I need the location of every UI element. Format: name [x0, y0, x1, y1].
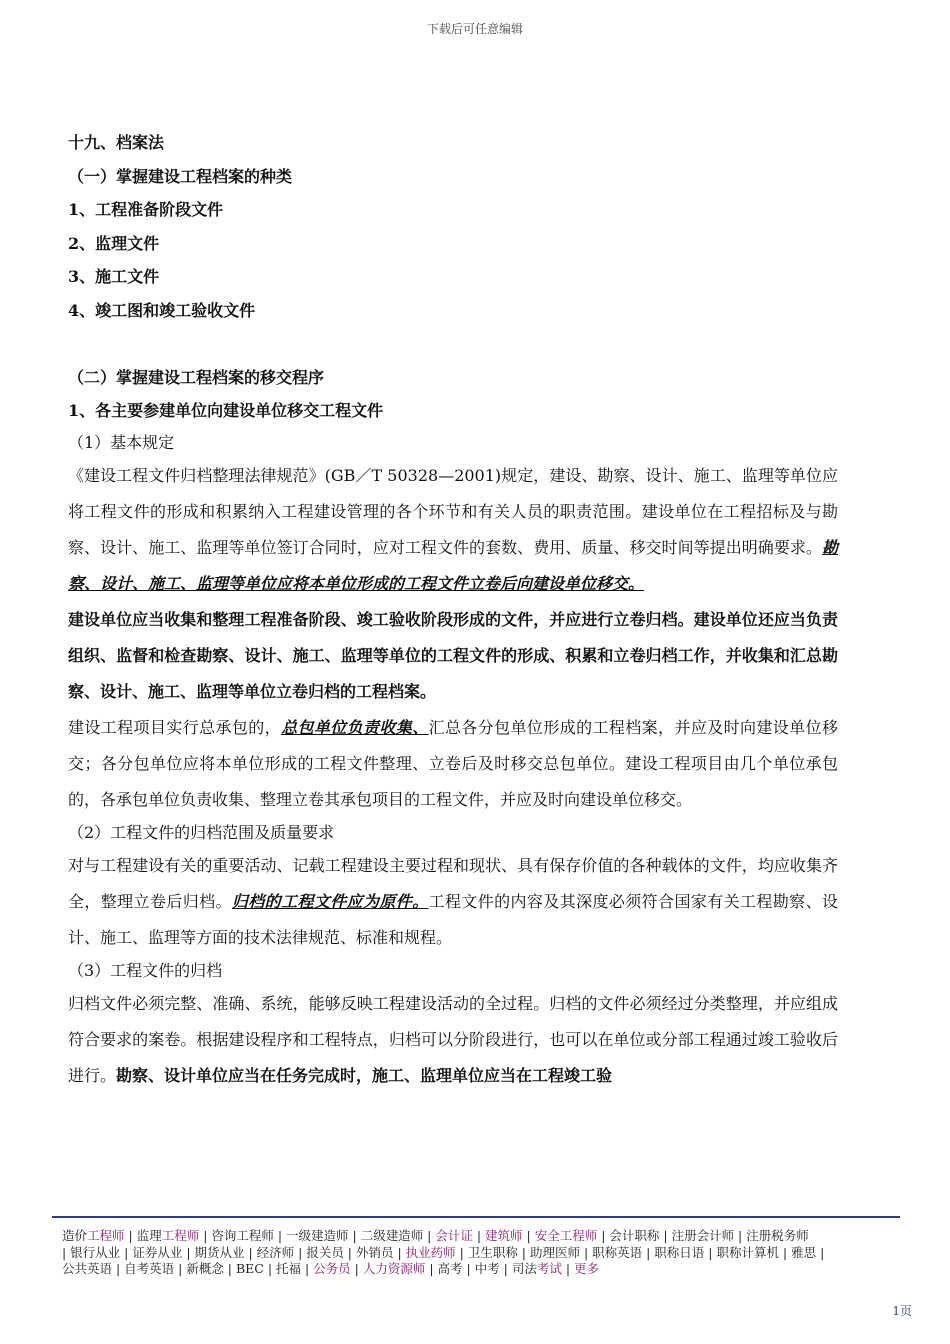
footer-links-line — [62, 1228, 892, 1245]
bold-text: 勘察、设计单位应当在任务完成时，施工、监理单位应当在工程竣工验 — [116, 1065, 613, 1085]
footer-divider — [52, 1216, 900, 1218]
footer-link[interactable]: 更多 — [574, 1261, 600, 1276]
footer-text: | 监理 — [124, 1228, 162, 1243]
footer-text: | 卫生职称 | 助理医师 | 职称英语 | 职称日语 | 职称计算机 | 雅思 | — [455, 1244, 825, 1260]
footer-text: | — [472, 1228, 486, 1243]
subsection-heading: 1、各主要参建单位向建设单位移交工程文件 — [68, 401, 384, 420]
footer-text: | 高考 | 中考 | 司法 — [425, 1261, 537, 1276]
subsection-label: （1）基本规定 — [68, 432, 175, 452]
footer-link[interactable]: 公务员 — [313, 1261, 351, 1276]
document-body — [68, 126, 838, 1094]
footer-text: | 银行从业 | 证券从业 | 期货从业 | 经济师 | 报关员 | 外销员 | — [62, 1244, 406, 1260]
page-number: 1页 — [892, 1304, 912, 1318]
footer-text: | 咨询工程师 | 一级建造师 | 二级建造师 | — [199, 1228, 436, 1243]
footer-links-line — [62, 1261, 892, 1278]
paragraph-owner-duties: 建设单位应当收集和整理工程准备阶段、竣工验收阶段形成的文件，并应进行立卷归档。建设单位还应当负责组织、监督和检查勘察、设计、施工、监理等单位的工程文件的形成、积累和立卷归档工作，并收集和汇总勘察、设计、施工、监理等单位立卷归档的工程档案。 — [68, 609, 838, 701]
paragraph-basic-rules: 《建设工程文件归档整理法律规范》(GB／T 50328—2001)规定，建设、勘察、设计、施工、监理等单位应将工程文件的形成和积累纳入工程建设管理的各个环节和有关人员的职责范围。建设单位在工程招标及与勘察、设计、施工、监理等单位签订合同时，应对工程文件的套数、费用、质量、移交时间等提出明确要求。勘察、设计、施工、监理等单位应将本单位形成的工程文件立卷后向建设单位移交。 — [68, 465, 838, 593]
footer-text: | — [522, 1228, 535, 1243]
section-heading-types: （一）掌握建设工程档案的种类 — [68, 166, 293, 186]
subsection-label: （3）工程文件的归档 — [68, 960, 223, 980]
header-note: 下载后可任意编辑 — [426, 22, 523, 36]
list-item: 3、施工文件 — [68, 267, 160, 286]
footer-link[interactable]: 安全工程师 — [534, 1228, 598, 1243]
list-item: 2、监理文件 — [68, 233, 160, 253]
paragraph-archiving: 归档文件必须完整、准确、系统，能够反映工程建设活动的全过程。归档的文件必须经过分类整理，并应组成符合要求的案卷。根据建设程序和工程特点，归档可以分阶段进行，也可以在单位或分部工程通过竣工验收后进行。勘察、设计单位应当在任务完成时，施工、监理单位应当在工程竣工验 — [68, 993, 838, 1085]
list-item: 4、竣工图和竣工验收文件 — [68, 300, 256, 320]
footer-link[interactable]: 考试 — [536, 1261, 562, 1276]
section-heading-transfer: （二）掌握建设工程档案的移交程序 — [68, 367, 325, 387]
emphasis-text: 归档的工程文件应为原件。 — [231, 891, 429, 911]
emphasis-text: 勘察、设计、施工、监理等单位应将本单位形成的工程文件立卷后向建设单位移交。 — [68, 537, 838, 593]
footer-link[interactable]: 建筑师 — [485, 1228, 523, 1243]
footer-text: 造价 — [62, 1228, 88, 1243]
subsection-label: （2）工程文件的归档范围及质量要求 — [68, 822, 335, 842]
chapter-title: 十九、档案法 — [68, 133, 165, 152]
paragraph-general-contract: 建设工程项目实行总承包的，总包单位负责收集、汇总各分包单位形成的工程档案，并应及时向建设单位移交；各分包单位应将本单位形成的工程文件整理、立卷后及时移交总包单位。建设工程项目由几个单位承包的，各承包单位负责收集、整理立卷其承包项目的工程文件，并应及时向建设单位移交。 — [68, 717, 838, 809]
footer-text: | — [561, 1261, 575, 1276]
footer-link[interactable]: 工程师 — [87, 1228, 125, 1243]
footer-link[interactable]: 执业药师 — [405, 1244, 456, 1260]
footer-text: | 会计职称 | 注册会计师 | 注册税务师 — [597, 1228, 809, 1243]
footer-link[interactable]: 人力资源师 — [362, 1261, 426, 1276]
footer-links-line — [62, 1245, 892, 1262]
list-item: 1、工程准备阶段文件 — [68, 200, 224, 219]
footer-link[interactable]: 会计证 — [435, 1228, 473, 1243]
paragraph-archive-scope: 对与工程建设有关的重要活动、记载工程建设主要过程和现状、具有保存价值的各种载体的文件，均应收集齐全，整理立卷后归档。归档的工程文件应为原件。工程文件的内容及其深度必须符合国家有关工程勘察、设计、施工、监理等方面的技术法律规范、标准和规程。 — [68, 855, 838, 947]
emphasis-text: 总包单位负责收集、 — [281, 717, 429, 737]
footer-links — [62, 1228, 892, 1278]
footer-text: | — [350, 1261, 363, 1276]
footer-link[interactable]: 工程师 — [161, 1228, 200, 1243]
footer-text: 公共英语 | 自考英语 | 新概念 | BEC | 托福 | — [62, 1261, 314, 1276]
